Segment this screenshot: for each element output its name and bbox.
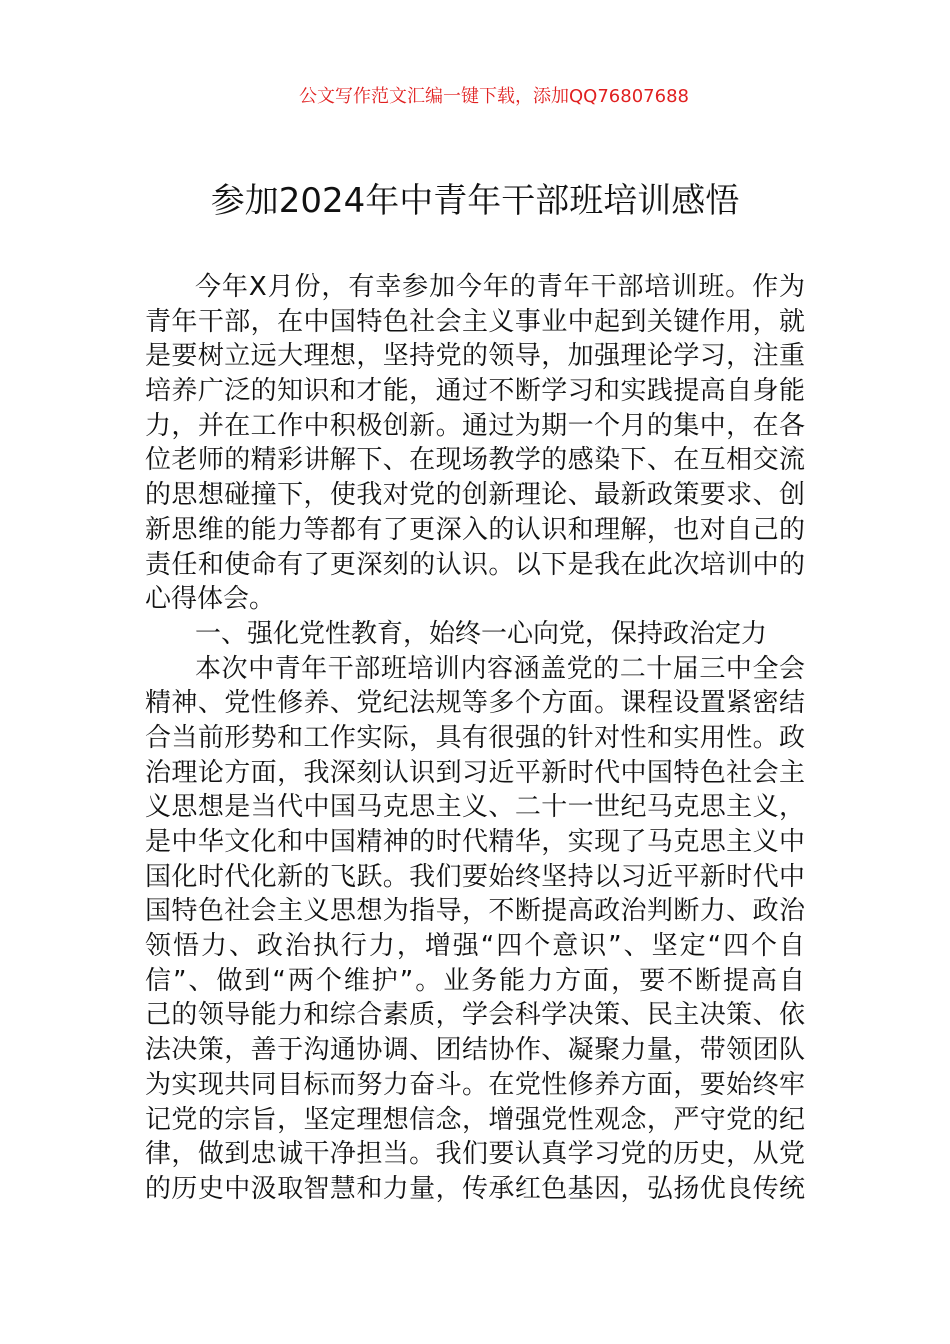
text-line: 一、强化党性教育，始终一心向党，保持政治定力 (195, 618, 768, 649)
text-line: 的思想碰撞下，使我对党的创新理论、最新政策要求、创 (145, 480, 805, 511)
text-line: 青年干部，在中国特色社会主义事业中起到关键作用，就 (145, 306, 805, 337)
text-line: 领悟力、政治执行力，增强“四个意识”、坚定“四个自 (145, 931, 805, 962)
text-line: 的历史中汲取智慧和力量，传承红色基因，弘扬优良传统 (145, 1173, 805, 1204)
text-line: 己的领导能力和综合素质，学会科学决策、民主决策、依 (145, 1000, 805, 1031)
text-line: 国特色社会主义思想为指导，不断提高政治判断力、政治 (145, 896, 805, 927)
text-line: 今年X月份，有幸参加今年的青年干部培训班。作为 (195, 272, 805, 302)
text-line: 为实现共同目标而努力奋斗。在党性修养方面，要始终牢 (145, 1069, 805, 1100)
section-heading (145, 617, 805, 652)
text-line: 律，做到忠诚干净担当。我们要认真学习党的历史，从党 (145, 1139, 805, 1170)
text-line: 信”、做到“两个维护”。业务能力方面，要不断提高自 (145, 965, 805, 996)
text-line: 国化时代化新的飞跃。我们要始终坚持以习近平新时代中 (145, 861, 805, 892)
text-line: 责任和使命有了更深刻的认识。以下是我在此次培训中的 (145, 549, 805, 580)
intro-paragraph (145, 270, 805, 617)
text-line: 法决策，善于沟通协调、团结协作、凝聚力量，带领团队 (145, 1035, 805, 1066)
download-watermark: 公文写作范文汇编一键下载，添加QQ76807688 (299, 86, 689, 107)
text-line: 力，并在工作中积极创新。通过为期一个月的集中，在各 (145, 410, 805, 441)
text-line: 位老师的精彩讲解下、在现场教学的感染下、在互相交流 (145, 445, 805, 476)
text-line: 心得体会。 (145, 584, 276, 615)
text-line: 治理论方面，我深刻认识到习近平新时代中国特色社会主 (145, 757, 805, 788)
text-line: 本次中青年干部班培训内容涵盖党的二十届三中全会 (195, 653, 805, 684)
text-line: 义思想是当代中国马克思主义、二十一世纪马克思主义， (145, 792, 805, 823)
text-line: 是要树立远大理想，坚持党的领导，加强理论学习，注重 (145, 341, 805, 372)
text-line: 培养广泛的知识和才能，通过不断学习和实践提高自身能 (145, 376, 805, 407)
document-body (145, 270, 805, 1207)
text-line: 合当前形势和工作实际，具有很强的针对性和实用性。政 (145, 722, 805, 753)
text-line: 是中华文化和中国精神的时代精华，实现了马克思主义中 (145, 827, 805, 857)
text-line: 记党的宗旨，坚定理想信念，增强党性观念，严守党的纪 (145, 1104, 805, 1135)
section-paragraph (145, 652, 805, 1207)
text-line: 新思维的能力等都有了更深入的认识和理解，也对自己的 (145, 514, 805, 545)
text-line: 精神、党性修养、党纪法规等多个方面。课程设置紧密结 (145, 688, 805, 719)
document-title: 参加2024年中青年干部班培训感悟 (210, 181, 740, 221)
